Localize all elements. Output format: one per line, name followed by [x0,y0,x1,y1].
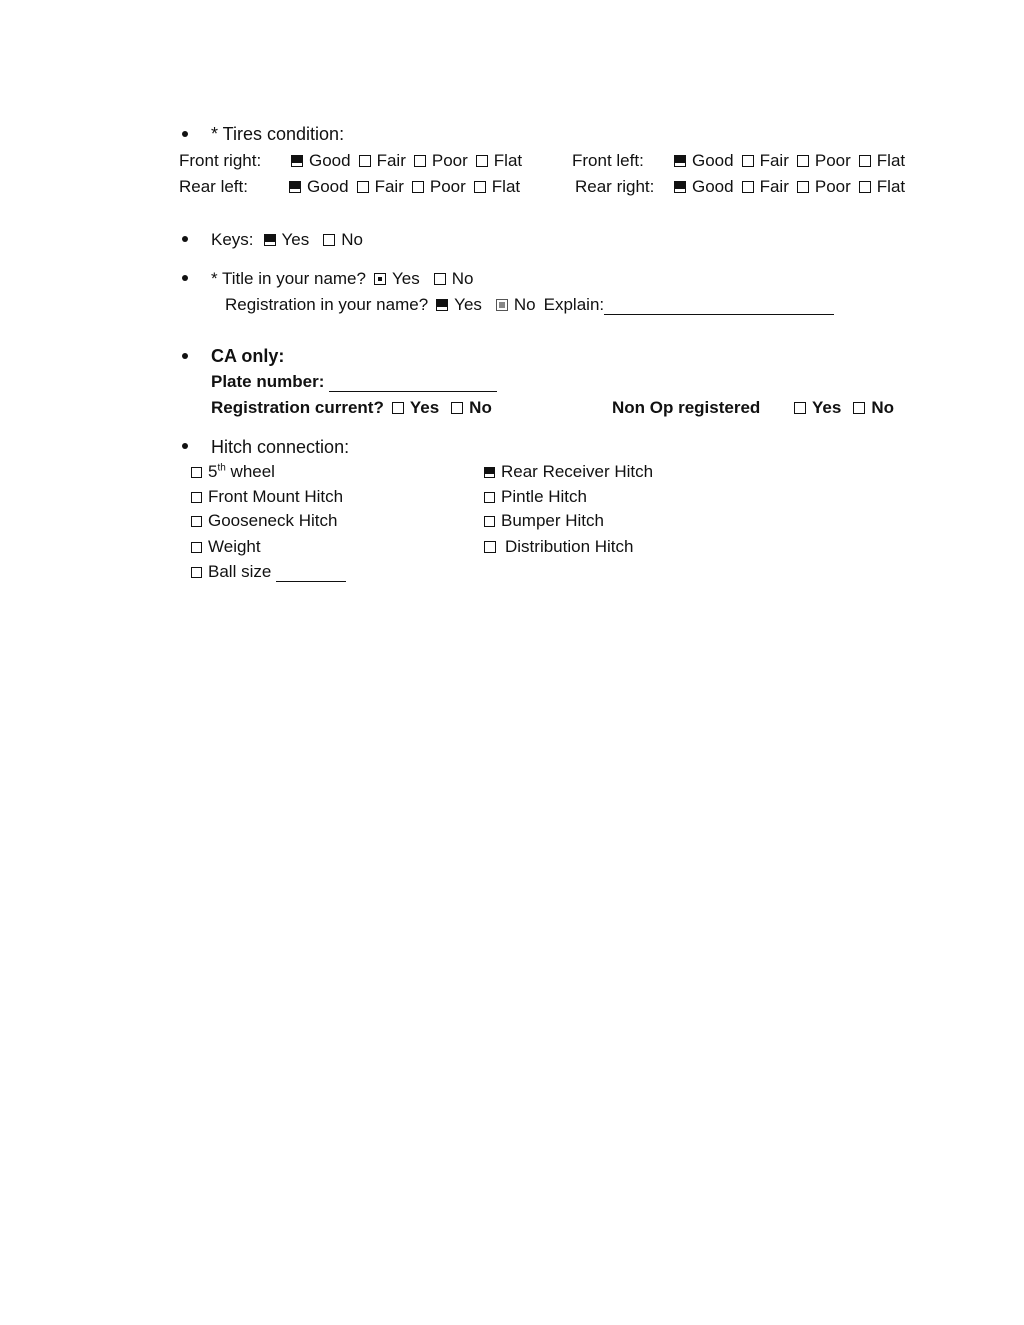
hitch-item-distribution: Distribution Hitch [484,537,634,557]
5th-wheel-checkbox[interactable] [191,467,202,478]
tires-heading: * Tires condition: [211,124,345,144]
nonop-yes-checkbox[interactable] [794,402,806,414]
title-label: * Title in your name? [211,269,366,288]
title-yes-checkbox[interactable] [374,273,386,285]
flat-checkbox[interactable] [474,181,486,193]
nonop-label: Non Op registered [612,398,761,417]
fair-checkbox[interactable] [357,181,369,193]
hitch-item-rear-receiver: Rear Receiver Hitch [484,462,653,482]
explain-field[interactable] [604,298,834,315]
good-checkbox[interactable] [674,181,686,193]
front-mount-hitch-checkbox[interactable] [191,492,202,503]
weight-checkbox[interactable] [191,542,202,553]
tire-label: Front left: [572,151,644,170]
registration-yes-checkbox[interactable] [436,299,448,311]
explain-label: Explain: [543,295,605,314]
poor-checkbox[interactable] [797,181,809,193]
distribution-hitch-checkbox[interactable] [484,541,496,553]
bumper-hitch-checkbox[interactable] [484,516,495,527]
tire-row-front-left: Front left: Good Fair Poor Flat [572,151,906,170]
poor-checkbox[interactable] [797,155,809,167]
ball-size-field[interactable] [276,565,346,582]
fair-checkbox[interactable] [742,155,754,167]
flat-checkbox[interactable] [476,155,488,167]
good-checkbox[interactable] [291,155,303,167]
good-checkbox[interactable] [674,155,686,167]
keys-label: Keys: [211,230,254,249]
fair-checkbox[interactable] [359,155,371,167]
title-no-checkbox[interactable] [434,273,446,285]
bullet [182,443,188,449]
ball-size-checkbox[interactable] [191,567,202,578]
poor-checkbox[interactable] [412,181,424,193]
tire-label: Front right: [179,151,262,170]
hitch-item-5th-wheel: 5th wheel [191,462,275,482]
reg-current-no-checkbox[interactable] [451,402,463,414]
bullet [182,236,188,242]
tire-row-rear-left: Rear left: Good Fair Poor Flat [179,177,521,196]
bullet [182,353,188,359]
hitch-item-bumper: Bumper Hitch [484,511,604,531]
hitch-item-ball-size: Ball size [191,562,346,582]
bullet [182,131,188,137]
hitch-item-weight: Weight [191,537,261,557]
keys-row: Keys: Yes No [211,230,363,249]
bullet [182,275,188,281]
reg-current-label: Registration current? [211,398,384,417]
hitch-item-front-mount: Front Mount Hitch [191,487,343,507]
gooseneck-hitch-checkbox[interactable] [191,516,202,527]
title-row: * Title in your name? Yes No [211,269,474,288]
hitch-heading: Hitch connection: [211,437,350,457]
registration-label: Registration in your name? [225,295,429,314]
tire-label: Rear left: [179,177,248,196]
fair-checkbox[interactable] [742,181,754,193]
plate-row [211,372,497,392]
good-checkbox[interactable] [289,181,301,193]
keys-yes-checkbox[interactable] [264,234,276,246]
tire-label: Rear right: [575,177,655,196]
reg-current-yes-checkbox[interactable] [392,402,404,414]
poor-checkbox[interactable] [414,155,426,167]
rear-receiver-hitch-checkbox[interactable] [484,467,495,478]
hitch-item-pintle: Pintle Hitch [484,487,587,507]
tire-row-front-right: Front right: Good Fair Poor Flat [179,151,523,170]
hitch-item-gooseneck: Gooseneck Hitch [191,511,337,531]
flat-checkbox[interactable] [859,155,871,167]
registration-no-checkbox[interactable] [496,299,508,311]
plate-label: Plate number: [211,372,325,391]
keys-no-checkbox[interactable] [323,234,335,246]
nonop-row: Non Op registered Yes No [612,398,894,417]
plate-field[interactable] [329,375,497,392]
registration-row: Registration in your name? Yes No Explain: [225,295,834,315]
tire-row-rear-right: Rear right: Good Fair Poor Flat [575,177,906,196]
flat-checkbox[interactable] [859,181,871,193]
reg-current-row: Registration current? Yes No [211,398,492,417]
nonop-no-checkbox[interactable] [853,402,865,414]
ca-heading: CA only: [211,346,285,366]
pintle-hitch-checkbox[interactable] [484,492,495,503]
